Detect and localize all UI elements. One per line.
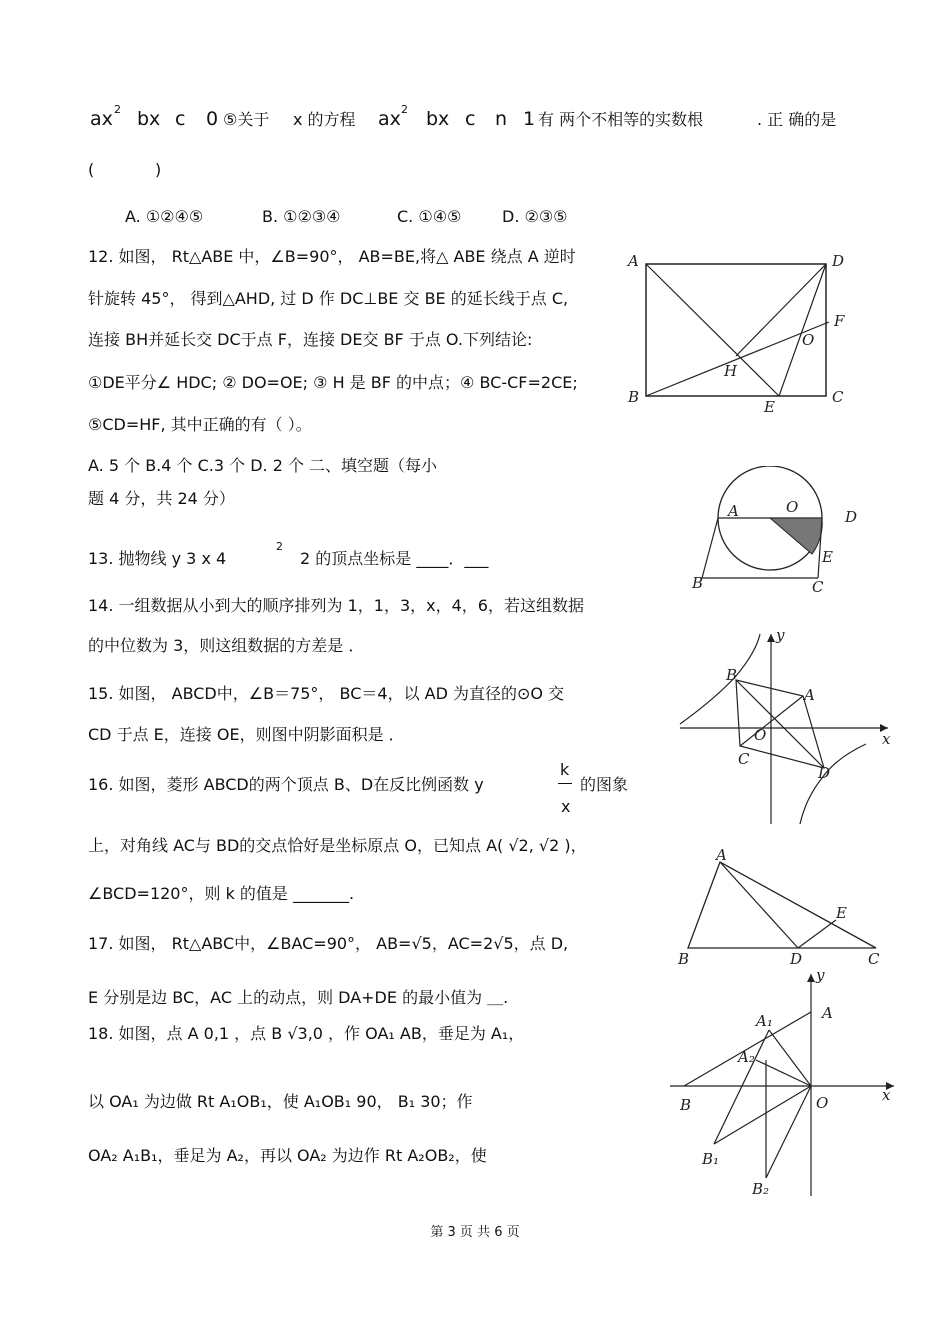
q16-label-a: A [804, 686, 815, 704]
q18-label-b: B [680, 1096, 692, 1114]
q16-line1: 16. 如图，菱形 ABCD的两个顶点 B、D在反比例函数 y [88, 775, 484, 794]
q18-label-a: A [822, 1004, 833, 1022]
q16-label-x: x [882, 730, 891, 748]
q18-label-b2: B₂ [752, 1180, 770, 1198]
q16-line1-tail: 的图象 [580, 775, 629, 794]
q16-label-o: O [754, 726, 767, 744]
q14-line2: 的中位数为 3，则这组数据的方差是 ． [88, 636, 365, 655]
q16-frac-num: k [560, 760, 570, 779]
q16-line2: 上，对角线 AC与 BD的交点恰好是坐标原点 O，已知点 A( √2, √2 )， [88, 836, 587, 855]
q17-label-e: E [836, 904, 847, 922]
q11-paren-close: ) [155, 160, 162, 179]
q12-label-f: F [834, 312, 845, 330]
q13-text: 13. 抛物线 y 3 x 4 [88, 549, 227, 568]
q15-label-a: A [728, 502, 739, 520]
q11-guanyu: ⑤关于 [223, 110, 270, 129]
q12-figure [624, 246, 854, 414]
q11-c: c [175, 108, 186, 130]
q18-label-a2: A₂ [738, 1048, 755, 1066]
q11-exp: 2 [114, 103, 121, 116]
q17-line2: E 分别是边 BC，AC 上的动点，则 DA+DE 的最小值为 ＿. [88, 988, 509, 1007]
q15-line1: 15. 如图， ABCD中，∠B＝75°， BC＝4，以 AD 为直径的⊙O 交 [88, 684, 565, 703]
q18-label-b1: B₁ [702, 1150, 720, 1168]
page-footer: 第 3 页 共 6 页 [430, 1225, 520, 1240]
q17-label-c: C [868, 950, 880, 968]
q17-label-a: A [716, 848, 727, 864]
q12-label-c: C [832, 388, 844, 406]
q12-line6: A. 5 个 B.4 个 C.3 个 D. 2 个 二、填空题（每小 [88, 456, 438, 475]
q12-line1: 12. 如图， Rt△ABE 中，∠B=90°， AB=BE,将△ ABE 绕点 A 逆时 [88, 247, 576, 266]
q17-label-b: B [678, 950, 690, 968]
q16-label-d: D [818, 764, 831, 782]
q11-zero: 0 [206, 108, 219, 130]
q13-sup: 2 [276, 540, 283, 553]
q16-frac-bar [558, 783, 572, 784]
q18-label-a1: A₁ [756, 1012, 773, 1030]
q16-label-b: B [726, 666, 738, 684]
q18-label-y-a: y [816, 968, 825, 984]
q11-option-b: B. ①②③④ [262, 207, 341, 226]
q11-paren-open: ( [88, 160, 95, 179]
q12-line3: 连接 BH并延长交 DC于点 F，连接 DE交 BF 于点 O.下列结论: [88, 330, 533, 349]
q18-label-x: x [882, 1086, 891, 1104]
q16-line3: ∠BCD=120°，则 k 的值是 _______. [88, 884, 355, 903]
q11-roots: 有 两个不相等的实数根 [538, 110, 704, 129]
q16-label-c: C [738, 750, 750, 768]
q18-line3: OA₂ A₁B₁，垂足为 A₂，再以 OA₂ 为边作 Rt A₂OB₂，使 [88, 1146, 487, 1165]
q11-option-d: D. ②③⑤ [502, 207, 568, 226]
q12-label-o: O [802, 331, 815, 349]
q12-line4: ①DE平分∠ HDC; ② DO=OE; ③ H 是 BF 的中点；④ BC-CF=2CE; [88, 373, 578, 392]
q11-option-a: A. ①②④⑤ [125, 207, 204, 226]
q18-line2: 以 OA₁ 为边做 Rt A₁OB₁，使 A₁OB₁ 90， B₁ 30；作 [88, 1092, 473, 1111]
q11-option-c: C. ①④⑤ [397, 207, 462, 226]
q15-figure [690, 466, 862, 596]
q12-line2: 针旋转 45°， 得到△AHD, 过 D 作 DC⊥BE 交 BE 的延长线于点 C, [88, 289, 569, 308]
q12-label-b: B [628, 388, 640, 406]
q16-figure [676, 628, 898, 828]
q12-line5: ⑤CD=HF, 其中正确的有（ ）。 [88, 415, 312, 434]
q11-n: n [495, 108, 508, 130]
q11-correct: . 正 确的是 [757, 110, 837, 129]
q12-label-e: E [764, 398, 775, 414]
q12-label-a: A [628, 252, 639, 270]
q15-label-c: C [812, 578, 824, 596]
q18-line1: 18. 如图，点 A 0,1 ，点 B √3,0 ，作 OA₁ AB，垂足为 A₁， [88, 1024, 525, 1043]
q11-c2: c [465, 108, 476, 130]
q11-one: 1 [523, 108, 536, 130]
q11-ax2: ax [378, 108, 401, 130]
q13-tail: 2 的顶点坐标是 ____．___ [300, 549, 489, 568]
q17-line1: 17. 如图， Rt△ABC中，∠BAC=90°， AB=√5，AC=2√5，点 D, [88, 934, 569, 953]
q12-label-h: H [724, 362, 738, 380]
q15-label-d: D [845, 508, 858, 526]
q17-figure [676, 848, 886, 970]
q11-bx2: bx [426, 108, 450, 130]
q16-label-y: y [776, 628, 785, 644]
q16-frac-den: x [561, 797, 571, 816]
q11-bx: bx [137, 108, 161, 130]
q11-fangcheng: x 的方程 [293, 110, 356, 129]
q18-figure [666, 968, 898, 1200]
q15-line2: CD 于点 E，连接 OE，则图中阴影面积是 ． [88, 725, 405, 744]
q15-label-e: E [822, 548, 833, 566]
q12-label-d: D [832, 252, 845, 270]
q11-exp2: 2 [401, 103, 408, 116]
q11-ax: ax [90, 108, 113, 130]
q18-label-o: O [816, 1094, 829, 1112]
q14-line1: 14. 一组数据从小到大的顺序排列为 1，1，3，x，4，6，若这组数据 [88, 596, 584, 615]
q15-label-b: B [692, 574, 704, 592]
q15-label-o: O [786, 498, 799, 516]
q17-label-d: D [790, 950, 803, 968]
q12-line7: 题 4 分，共 24 分） [88, 489, 235, 508]
